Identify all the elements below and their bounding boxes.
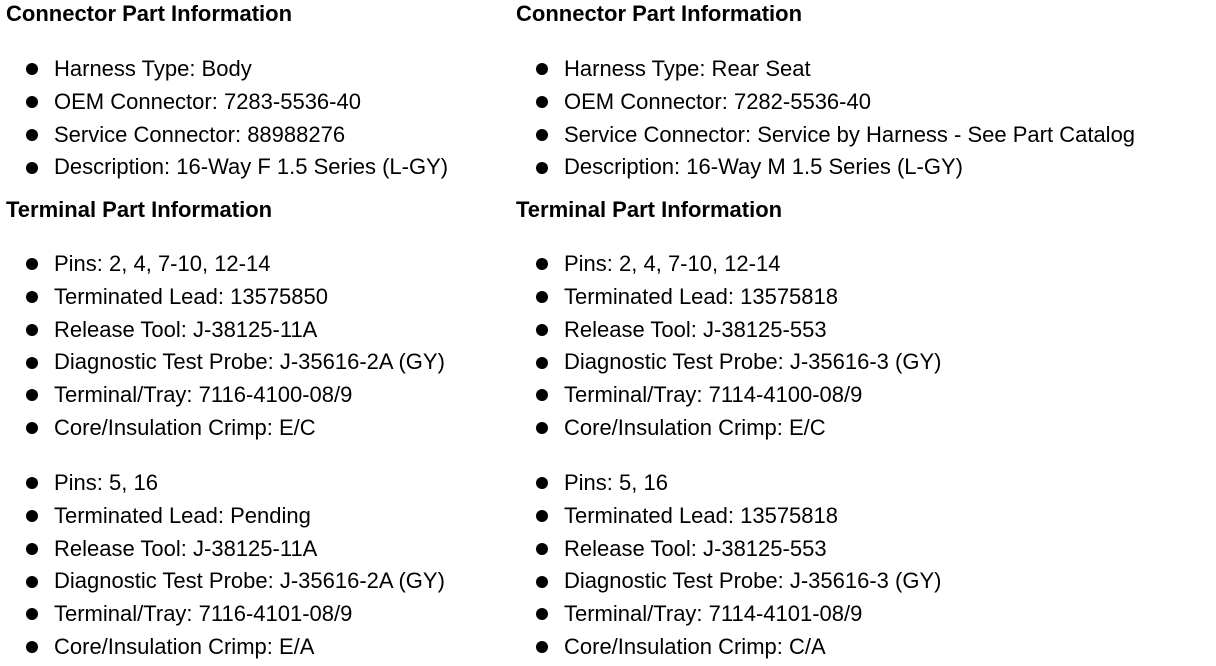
bullet-icon	[536, 641, 548, 653]
bullet-icon	[536, 324, 548, 336]
bullet-icon	[536, 543, 548, 555]
item-text: Pins: 2, 4, 7-10, 12-14	[54, 251, 271, 276]
list-item	[516, 631, 941, 664]
item-text: Terminated Lead: 13575850	[54, 283, 328, 309]
item-text: Release Tool: J-38125-553	[564, 535, 827, 561]
list-item	[516, 533, 941, 566]
list-item	[6, 631, 445, 664]
connector-heading: Connector Part Information	[516, 1, 803, 26]
item-text: Service Connector: Service by Harness - See Part Catalog	[564, 121, 1136, 147]
bullet-icon	[26, 357, 38, 369]
item-text: Terminal/Tray: 7114-4100-08/9	[564, 382, 863, 407]
bullet-icon	[26, 63, 38, 75]
bullet-icon	[536, 477, 548, 489]
bullet-icon	[26, 641, 38, 653]
bullet-icon	[26, 129, 38, 141]
bullet-icon	[26, 543, 38, 555]
item-text: Core/Insulation Crimp: E/C	[564, 414, 826, 440]
terminal-list-1	[6, 248, 445, 445]
list-item	[6, 379, 445, 412]
bullet-icon	[536, 258, 548, 270]
item-text: Release Tool: J-38125-11A	[54, 316, 318, 342]
item-text: Harness Type: Rear Seat	[564, 56, 811, 81]
bullet-icon	[536, 162, 548, 174]
item-text: OEM Connector: 7282-5536-40	[564, 88, 871, 114]
item-text: Diagnostic Test Probe: J-35616-3 (GY)	[564, 349, 942, 375]
terminal-list-1	[516, 248, 941, 445]
terminal-list-2	[516, 467, 941, 664]
item-text: Description: 16-Way M 1.5 Series (L-GY)	[564, 154, 963, 180]
list-item	[516, 86, 1135, 119]
list-item	[516, 151, 1135, 184]
item-text: Service Connector: 88988276	[54, 121, 346, 147]
bullet-icon	[26, 477, 38, 489]
list-item	[516, 53, 1135, 86]
item-text: Terminated Lead: 13575818	[564, 283, 838, 309]
bullet-icon	[536, 63, 548, 75]
list-item	[516, 379, 941, 412]
list-item	[516, 598, 941, 631]
list-item	[6, 598, 445, 631]
item-text: Pins: 5, 16	[564, 470, 668, 495]
list-item	[516, 314, 941, 347]
list-item	[6, 412, 445, 445]
item-text: Terminal/Tray: 7116-4101-08/9	[54, 601, 353, 626]
item-text: Terminal/Tray: 7116-4100-08/9	[54, 382, 353, 407]
bullet-icon	[26, 96, 38, 108]
item-text: Core/Insulation Crimp: E/A	[54, 633, 315, 659]
item-text: Harness Type: Body	[54, 56, 252, 81]
list-item	[6, 248, 445, 281]
bullet-icon	[536, 357, 548, 369]
bullet-icon	[536, 96, 548, 108]
list-item	[516, 412, 941, 445]
bullet-icon	[26, 608, 38, 620]
bullet-icon	[536, 608, 548, 620]
list-item	[516, 565, 941, 598]
list-item	[516, 281, 941, 314]
bullet-icon	[26, 258, 38, 270]
connector-list	[516, 53, 1135, 184]
bullet-icon	[536, 576, 548, 588]
item-text: Diagnostic Test Probe: J-35616-2A (GY)	[54, 349, 445, 375]
list-item	[516, 467, 941, 500]
terminal-heading: Terminal Part Information	[516, 197, 783, 222]
item-text: Pins: 2, 4, 7-10, 12-14	[564, 251, 781, 276]
bullet-icon	[26, 576, 38, 588]
terminal-list-2	[6, 467, 445, 664]
bullet-icon	[26, 162, 38, 174]
list-item	[516, 248, 941, 281]
item-text: Core/Insulation Crimp: C/A	[564, 633, 826, 659]
bullet-icon	[536, 422, 548, 434]
list-item	[6, 53, 448, 86]
connector-list	[6, 53, 448, 184]
bullet-icon	[536, 291, 548, 303]
bullet-icon	[26, 291, 38, 303]
list-item	[6, 314, 445, 347]
list-item	[6, 151, 448, 184]
bullet-icon	[536, 389, 548, 401]
item-text: Diagnostic Test Probe: J-35616-2A (GY)	[54, 568, 445, 594]
bullet-icon	[536, 129, 548, 141]
item-text: Terminal/Tray: 7114-4101-08/9	[564, 601, 863, 626]
item-text: Core/Insulation Crimp: E/C	[54, 414, 316, 440]
list-item	[6, 119, 448, 152]
list-item	[516, 500, 941, 533]
bullet-icon	[536, 510, 548, 522]
terminal-heading: Terminal Part Information	[6, 197, 273, 222]
list-item	[516, 346, 941, 379]
item-text: Release Tool: J-38125-11A	[54, 535, 318, 561]
list-item	[6, 86, 448, 119]
item-text: Pins: 5, 16	[54, 470, 158, 495]
item-text: Terminated Lead: Pending	[54, 502, 311, 528]
item-text: OEM Connector: 7283-5536-40	[54, 88, 361, 114]
list-item	[6, 500, 445, 533]
list-item	[516, 119, 1135, 152]
bullet-icon	[26, 324, 38, 336]
bullet-icon	[26, 422, 38, 434]
item-text: Description: 16-Way F 1.5 Series (L-GY)	[54, 154, 449, 180]
list-item	[6, 281, 445, 314]
list-item	[6, 565, 445, 598]
bullet-icon	[26, 389, 38, 401]
list-item	[6, 346, 445, 379]
item-text: Diagnostic Test Probe: J-35616-3 (GY)	[564, 568, 942, 594]
bullet-icon	[26, 510, 38, 522]
list-item	[6, 533, 445, 566]
connector-heading: Connector Part Information	[6, 1, 293, 26]
item-text: Release Tool: J-38125-553	[564, 316, 827, 342]
list-item	[6, 467, 445, 500]
item-text: Terminated Lead: 13575818	[564, 502, 838, 528]
